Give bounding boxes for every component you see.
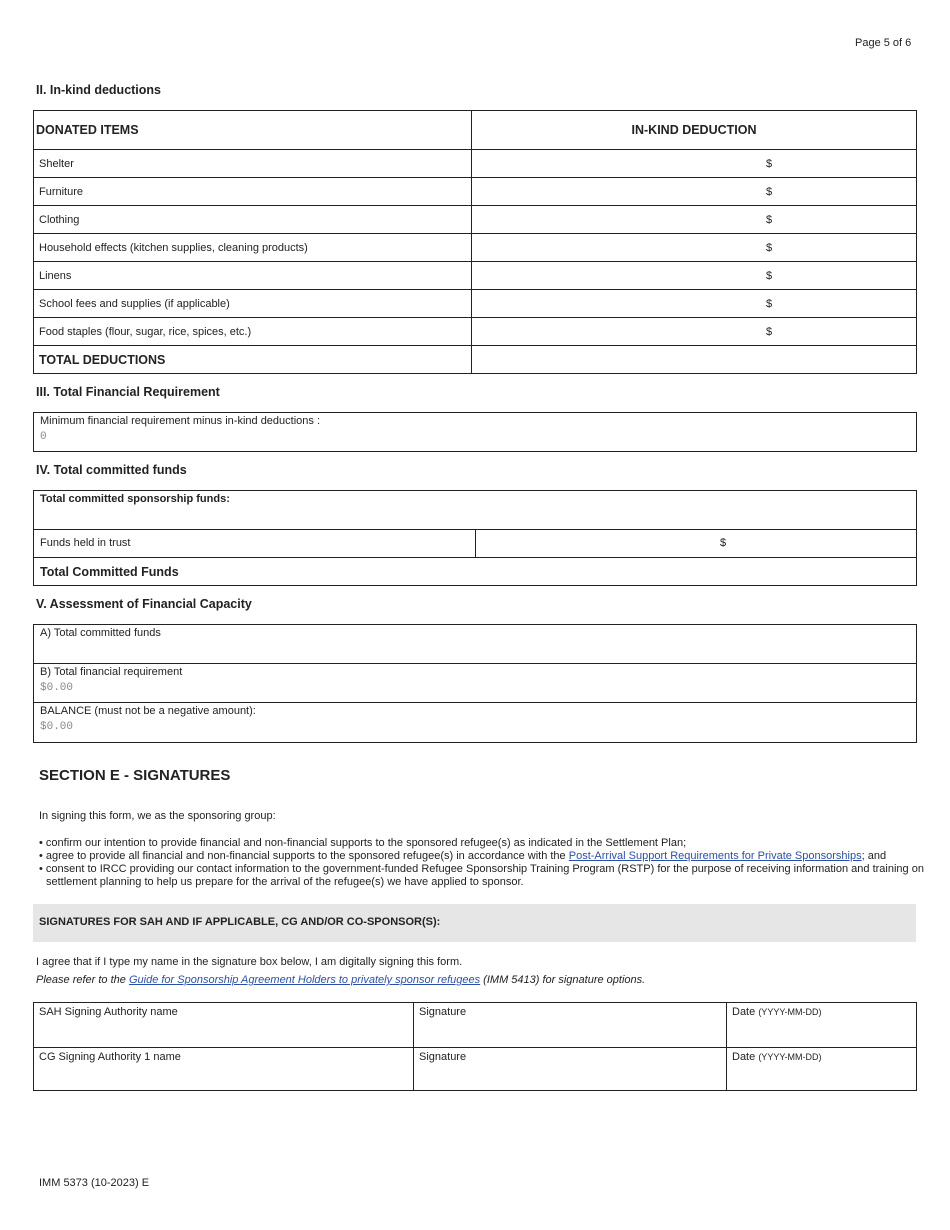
- a-label: A) Total committed funds: [40, 627, 161, 639]
- cg-name-label: CG Signing Authority 1 name: [39, 1051, 181, 1063]
- committed-funds-label: Total committed sponsorship funds:: [40, 493, 230, 505]
- balance-value: $0.00: [40, 721, 74, 733]
- b-label: B) Total financial requirement: [40, 666, 183, 678]
- bullet-consent: • consent to IRCC providing our contact information to the government-funded Refugee Sponsorship Training Program (RSTP) for the purpose of receiving information and training on: [39, 863, 924, 875]
- section-e-title: SECTION E - SIGNATURES: [39, 767, 231, 784]
- section-4-title: IV. Total committed funds: [36, 463, 187, 477]
- financial-requirement-label: Minimum financial requirement minus in-kind deductions :: [40, 415, 321, 427]
- balance-label: BALANCE (must not be a negative amount):: [40, 705, 256, 717]
- row-item-label: Linens: [34, 262, 472, 290]
- currency-symbol: $: [765, 241, 773, 254]
- sah-name-label: SAH Signing Authority name: [39, 1006, 178, 1018]
- date-label: Date: [732, 1006, 756, 1018]
- table-row: [34, 178, 917, 206]
- sah-date-field[interactable]: [726, 1002, 917, 1048]
- col-donated-items: DONATED ITEMS: [34, 111, 472, 150]
- currency-symbol: $: [765, 213, 773, 226]
- in-kind-deductions-table: [33, 110, 917, 374]
- form-id: IMM 5373 (10-2023) E: [39, 1177, 150, 1189]
- date-format-hint: (YYYY-MM-DD): [758, 1052, 822, 1062]
- table-row: [34, 234, 917, 262]
- date-format-hint: (YYYY-MM-DD): [758, 1007, 822, 1017]
- bullet-consent-cont: settlement planning to help us prepare for the arrival of the refugee(s) we have applied to sponsor.: [46, 876, 524, 888]
- currency-symbol: $: [765, 157, 773, 170]
- table-row: [34, 262, 917, 290]
- col-in-kind-deduction: IN-KIND DEDUCTION: [472, 111, 917, 150]
- table-row: [34, 150, 917, 178]
- digital-sign-agree: I agree that if I type my name in the signature box below, I am digitally signing this form.: [36, 956, 463, 968]
- row-item-label: Household effects (kitchen supplies, cleaning products): [34, 234, 472, 262]
- signature-label: Signature: [419, 1051, 467, 1063]
- deduction-input[interactable]: [472, 318, 917, 346]
- table-row: [34, 318, 917, 346]
- row-item-label: Food staples (flour, sugar, rice, spices, etc.): [34, 318, 472, 346]
- refer-pre: Please refer to the: [36, 974, 129, 986]
- section-5-title: V. Assessment of Financial Capacity: [36, 597, 252, 611]
- currency-symbol: $: [765, 185, 773, 198]
- financial-requirement-field[interactable]: [33, 412, 917, 452]
- sah-name-field[interactable]: [33, 1002, 414, 1048]
- currency-symbol: $: [720, 537, 727, 549]
- row-item-label: Clothing: [34, 206, 472, 234]
- cg-date-field[interactable]: [726, 1047, 917, 1091]
- sponsorship-guide-link[interactable]: Guide for Sponsorship Agreement Holders to privately sponsor refugees: [128, 974, 481, 986]
- signature-label: Signature: [419, 1006, 467, 1018]
- row-item-label: School fees and supplies (if applicable): [34, 290, 472, 318]
- cg-name-field[interactable]: [33, 1047, 414, 1091]
- b-value: $0.00: [40, 682, 74, 694]
- bullet-confirm: • confirm our intention to provide financial and non-financial supports to the sponsored refugee(s) as indicated in the Settlement Plan;: [39, 837, 687, 849]
- date-label: Date: [732, 1051, 756, 1063]
- cg-signature-field[interactable]: [413, 1047, 727, 1091]
- bullet-agree-text: • agree to provide all financial and non-financial supports to the sponsored refugee(s) in accordance with the: [39, 850, 569, 862]
- total-financial-requirement-field[interactable]: [33, 663, 917, 703]
- deduction-input[interactable]: [472, 234, 917, 262]
- total-deductions-label: TOTAL DEDUCTIONS: [34, 346, 472, 374]
- row-item-label: Shelter: [34, 150, 472, 178]
- table-row: [34, 290, 917, 318]
- row-item-label: Furniture: [34, 178, 472, 206]
- signatures-band: SIGNATURES FOR SAH AND IF APPLICABLE, CG AND/OR CO-SPONSOR(S):: [33, 904, 916, 942]
- balance-field[interactable]: [33, 702, 917, 743]
- sah-signature-field[interactable]: [413, 1002, 727, 1048]
- deduction-input[interactable]: [472, 206, 917, 234]
- currency-symbol: $: [765, 269, 773, 282]
- refer-post: (IMM 5413) for signature options.: [480, 974, 646, 986]
- financial-requirement-value: 0: [40, 431, 47, 443]
- table-row: [34, 206, 917, 234]
- post-arrival-support-link[interactable]: Post-Arrival Support Requirements for Private Sponsorships: [568, 850, 862, 862]
- page-number: Page 5 of 6: [855, 37, 912, 49]
- funds-trust-label: Funds held in trust: [40, 537, 131, 549]
- section-3-title: III. Total Financial Requirement: [36, 385, 220, 399]
- currency-symbol: $: [765, 297, 773, 310]
- section-2-title: II. In-kind deductions: [36, 83, 161, 97]
- committed-funds-field[interactable]: [33, 490, 917, 530]
- bullet-agree: [39, 850, 886, 863]
- deduction-input[interactable]: [472, 150, 917, 178]
- signing-intro: In signing this form, we as the sponsoring group:: [39, 810, 276, 822]
- total-deductions-field[interactable]: [472, 346, 917, 374]
- deduction-input[interactable]: [472, 178, 917, 206]
- deduction-input[interactable]: [472, 262, 917, 290]
- total-committed-funds-field[interactable]: [33, 624, 917, 664]
- total-committed-funds-label: Total Committed Funds: [40, 565, 179, 579]
- bullet-agree-end: ; and: [861, 850, 887, 862]
- deduction-input[interactable]: [472, 290, 917, 318]
- currency-symbol: $: [765, 325, 773, 338]
- refer-guide: [36, 974, 645, 987]
- funds-trust-input[interactable]: [475, 529, 917, 558]
